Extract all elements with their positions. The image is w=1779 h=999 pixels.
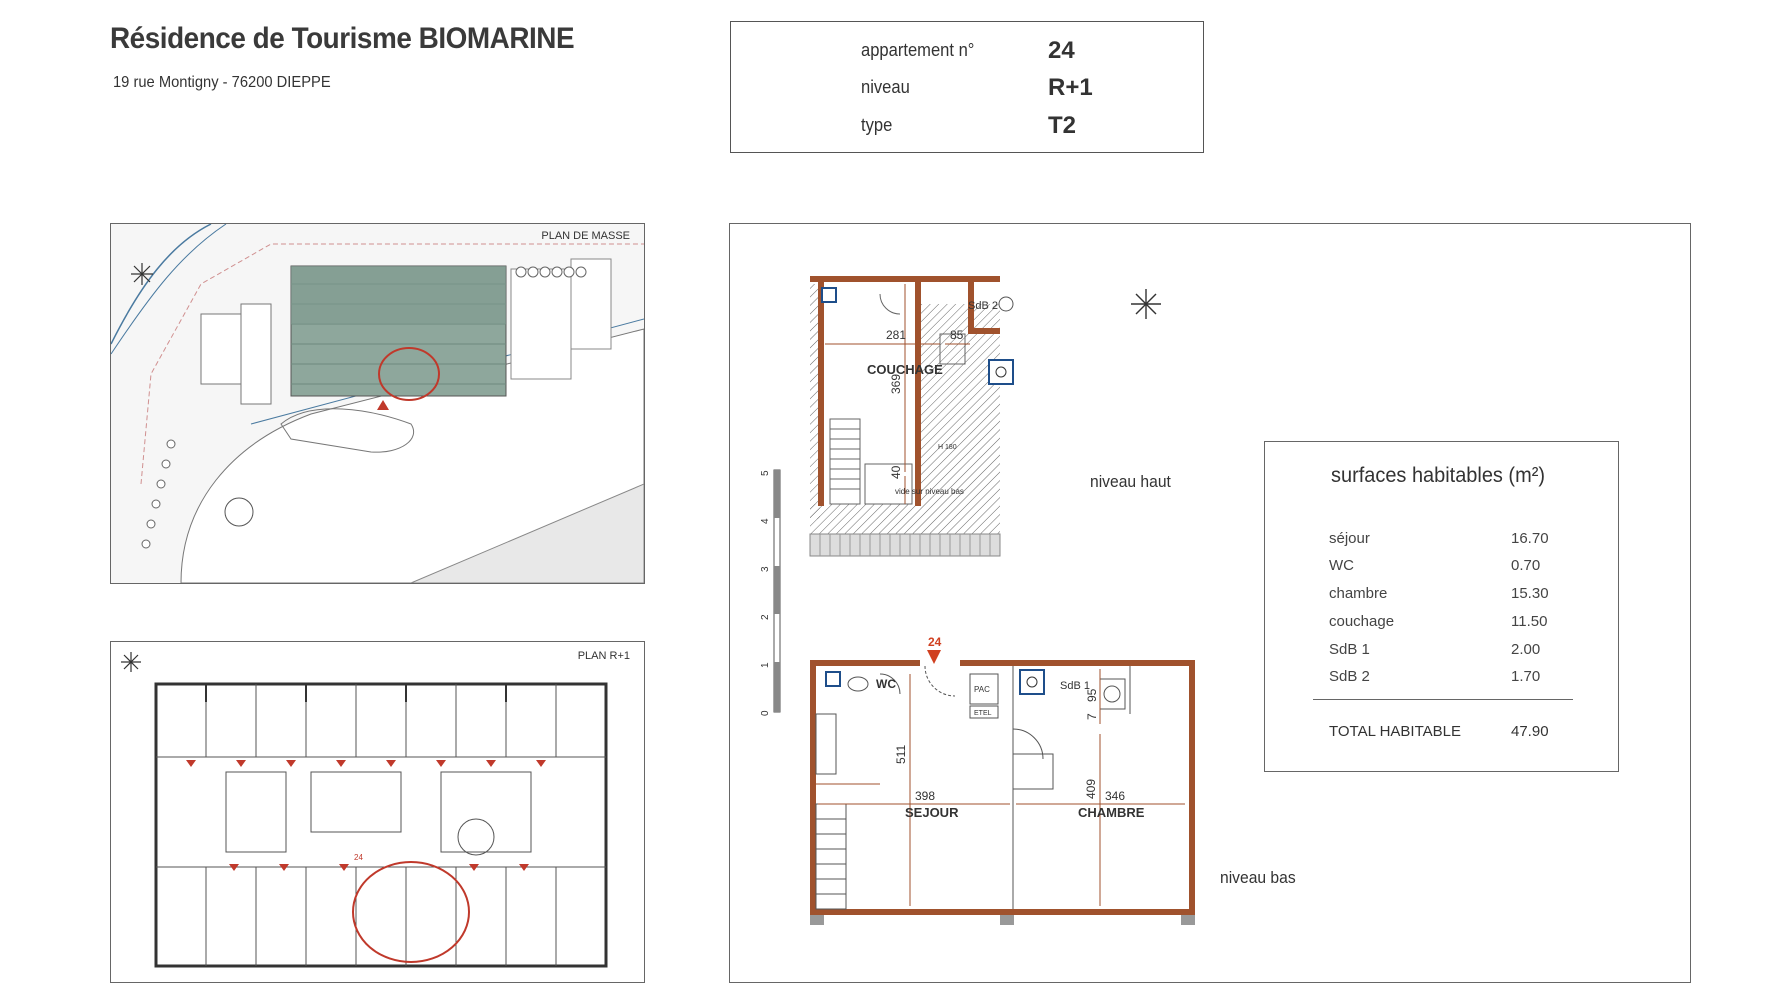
room-chambre: CHAMBRE xyxy=(1078,805,1145,820)
type-label: type xyxy=(861,115,893,135)
type-value: T2 xyxy=(1048,112,1077,139)
svg-text:4: 4 xyxy=(760,518,771,524)
lower-level-plan xyxy=(810,635,1195,925)
room-couchage: COUCHAGE xyxy=(867,362,943,377)
svg-text:0: 0 xyxy=(760,710,771,716)
surfaces-table xyxy=(1264,441,1619,772)
surface-name: chambre xyxy=(1329,585,1388,602)
dim-sejour-depth: 511 xyxy=(894,744,908,764)
site-plan-drawing xyxy=(111,224,644,583)
surface-name: couchage xyxy=(1329,613,1395,630)
surface-value: 11.50 xyxy=(1511,613,1548,630)
room-wc: WC xyxy=(876,677,896,691)
site-plan-label: PLAN DE MASSE xyxy=(541,230,630,242)
scale-bar xyxy=(760,470,780,716)
floor-plan-panel xyxy=(110,641,645,983)
total-value: 47.90 xyxy=(1511,723,1549,740)
dim-sdb1-depth: 95 xyxy=(1085,688,1099,702)
level-label: niveau xyxy=(861,77,910,97)
compass-icon xyxy=(121,652,141,672)
compass-icon xyxy=(131,263,153,285)
surface-name: WC xyxy=(1329,557,1354,574)
apartment-plan-panel xyxy=(729,223,1691,983)
floor-plan-drawing xyxy=(111,642,644,982)
dim-couchage-width: 281 xyxy=(886,328,907,342)
surfaces-divider xyxy=(1313,699,1573,700)
site-plan-panel xyxy=(110,223,645,584)
label-pac: PAC xyxy=(974,685,990,694)
label-etel: ETEL xyxy=(974,710,992,717)
svg-text:2: 2 xyxy=(760,614,771,620)
dim-chambre-depth: 409 xyxy=(1084,778,1098,799)
surface-name: séjour xyxy=(1329,530,1370,547)
upper-height-note: H 180 xyxy=(938,444,957,451)
surface-value: 0.70 xyxy=(1511,557,1541,574)
surface-value: 1.70 xyxy=(1511,668,1541,685)
dim-chambre-width: 346 xyxy=(1105,789,1126,803)
residence-address: 19 rue Montigny - 76200 DIEPPE xyxy=(113,74,331,91)
upper-level-label: niveau haut xyxy=(1090,472,1171,491)
apartment-number-label: appartement n° xyxy=(861,40,975,60)
room-sejour: SEJOUR xyxy=(905,805,959,820)
dim-sdb1-small: 7 xyxy=(1085,713,1099,720)
floor-plan-unit-marker: 24 xyxy=(354,853,363,862)
entrance-marker-number: 24 xyxy=(928,635,942,649)
svg-text:3: 3 xyxy=(760,566,771,572)
total-label: TOTAL HABITABLE xyxy=(1329,723,1461,740)
compass-icon xyxy=(1131,289,1161,319)
upper-level-plan xyxy=(810,276,1013,556)
surface-name: SdB 2 xyxy=(1329,668,1370,685)
upper-void-note: vide sur niveau bas xyxy=(895,487,964,496)
dim-sdb2-width: 85 xyxy=(950,328,964,342)
floor-plan-label: PLAN R+1 xyxy=(577,650,630,662)
room-sdb2: SdB 2 xyxy=(968,300,998,312)
surfaces-title: surfaces habitables (m²) xyxy=(1331,464,1545,487)
surface-value: 2.00 xyxy=(1511,641,1541,658)
lower-level-label: niveau bas xyxy=(1220,868,1296,887)
surface-value: 15.30 xyxy=(1511,585,1549,602)
dim-couchage-small: 40 xyxy=(889,465,903,479)
svg-text:5: 5 xyxy=(760,470,771,476)
room-sdb1: SdB 1 xyxy=(1060,680,1090,692)
dim-couchage-depth: 369 xyxy=(889,373,903,394)
surface-name: SdB 1 xyxy=(1329,641,1370,658)
svg-text:1: 1 xyxy=(760,662,771,668)
dim-sejour-width: 398 xyxy=(915,789,936,803)
residence-title: Résidence de Tourisme BIOMARINE xyxy=(110,22,575,55)
apartment-number-value: 24 xyxy=(1048,37,1075,64)
surface-value: 16.70 xyxy=(1511,530,1549,547)
level-value: R+1 xyxy=(1048,74,1093,101)
apartment-info-box xyxy=(730,21,1204,153)
